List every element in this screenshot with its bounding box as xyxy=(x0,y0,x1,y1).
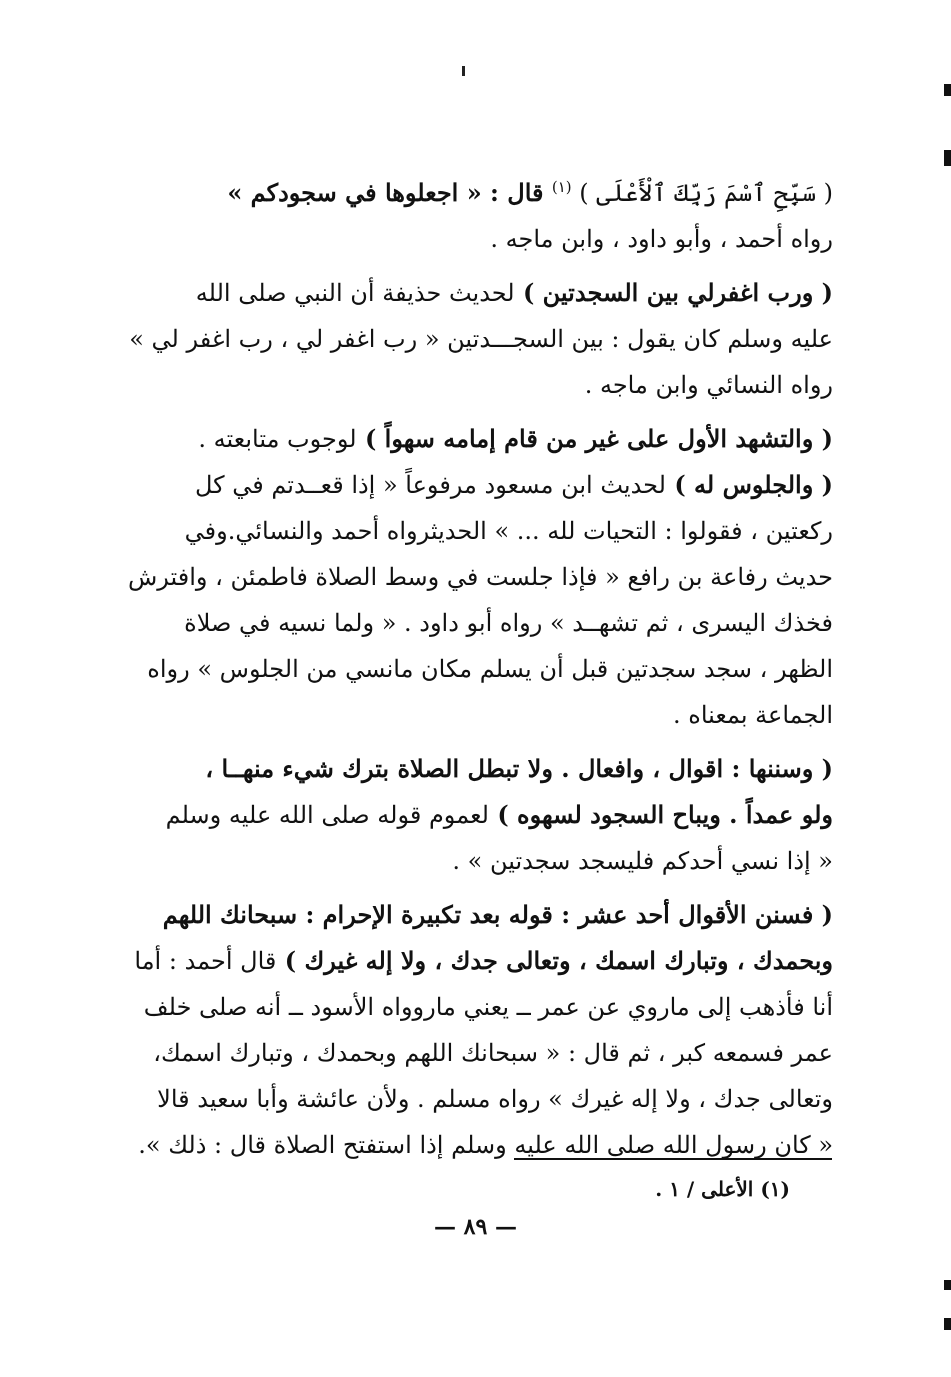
scan-speck xyxy=(462,66,465,76)
text-line xyxy=(165,792,833,838)
text-line xyxy=(153,1030,833,1076)
text-line xyxy=(184,508,833,554)
text-run: رواه أحمد ، وأبو داود ، وابن ماجه . xyxy=(490,225,833,253)
text-run: حديث رفاعة بن رافع « فإذا جلست في وسط الصلاة فاطمئن ، وافترش xyxy=(128,563,833,591)
text-line xyxy=(190,746,833,792)
text-line xyxy=(143,984,833,1030)
text-line xyxy=(190,216,833,262)
text-line xyxy=(184,600,833,646)
text-line xyxy=(134,938,833,984)
text-line xyxy=(190,692,833,738)
text-run: عمر فسمعه كبر ، ثم قال : « سبحانك اللهم وبحمدك ، وتبارك اسمك، xyxy=(153,1039,833,1067)
text-line xyxy=(190,270,833,316)
scan-edge-mark xyxy=(944,1318,951,1330)
page-number: — ٨٩ — xyxy=(434,1214,517,1240)
bold-text-run: ( فسنن الأقوال أحد عشر : قوله بعد تكبيرة الإحرام : سبحانك اللهم xyxy=(162,900,833,929)
bold-text-run: ( والتشهد الأول على غير من قام إمامه سهواً ) xyxy=(356,424,833,453)
bold-text-run: قال : « اجعلوها في سجودكم » xyxy=(227,178,552,207)
paragraph-gap xyxy=(190,738,833,746)
paragraph-gap xyxy=(190,262,833,270)
bold-text-run: ( والجلوس له ) xyxy=(665,470,833,499)
scan-edge-mark xyxy=(944,1280,951,1290)
bold-text-run: ( وسننها : اقوال ، وافعال . ولا تبطل الصلاة بترك شيء منهــا ، xyxy=(205,754,833,783)
text-line xyxy=(147,646,833,692)
text-run: عليه وسلم كان يقول : بين السجـــدتين « رب اغفر لي ، رب اغفر لي » xyxy=(129,325,833,353)
text-run: الظهر ، سجد سجدتين قبل أن يسلم مكان مانسي من الجلوس » رواه xyxy=(147,655,833,683)
text-line xyxy=(157,1076,833,1122)
text-line xyxy=(128,554,833,600)
text-line xyxy=(190,170,833,216)
text-line xyxy=(190,838,833,884)
scan-edge-mark xyxy=(944,84,951,96)
text-run: لحديث ابن مسعود مرفوعاً « إذا قعــدتم في كل xyxy=(195,471,666,499)
footnote-reference: (١) xyxy=(551,178,572,196)
text-line xyxy=(162,892,833,938)
text-line xyxy=(190,362,833,408)
bold-text-run: وبحمدك ، وتبارك اسمك ، وتعالى جدك ، ولا إله غيرك ) xyxy=(276,946,833,975)
text-line xyxy=(138,1122,833,1168)
text-run: فخذك اليسرى ، ثم تشهــد » رواه أبو داود . « ولما نسيه في صلاة xyxy=(184,609,833,637)
bold-text-run: ولو عمداً . ويباح السجود لسهوه ) xyxy=(488,800,833,829)
text-line xyxy=(190,462,833,508)
footnote-divider xyxy=(514,1158,832,1160)
bold-text-run: ( ورب اغفرلي بين السجدتين ) xyxy=(514,278,833,307)
text-run: أنا فأذهب إلى ماروي عن عمر ــ يعني ماروواه الأسود ــ أنه صلى خلف xyxy=(143,993,833,1021)
text-line xyxy=(190,416,833,462)
text-run: ( سَبِّحِ ٱسْمَ رَبِّكَ ٱلْأَعْلَى ) xyxy=(571,179,833,207)
footnote: (١) الأعلى / ١ . xyxy=(655,1177,790,1201)
text-run: لحديث حذيفة أن النبي صلى الله xyxy=(195,279,515,307)
text-run: وتعالى جدك ، ولا إله غيرك » رواه مسلم . ولأن عائشة وأبا سعيد قالا xyxy=(157,1085,833,1113)
text-run: ركعتين ، فقولوا : التحيات لله ... » الحديثرواه أحمد والنسائي.وفي xyxy=(184,517,833,545)
paragraph-gap xyxy=(190,408,833,416)
text-run: لوجوب متابعته . xyxy=(198,425,357,453)
text-run: قال أحمد : أما xyxy=(134,947,277,975)
text-line xyxy=(129,316,833,362)
text-run: رواه النسائي وابن ماجه . xyxy=(584,371,833,399)
scan-edge-mark xyxy=(944,150,951,166)
text-run: الجماعة بمعناه . xyxy=(673,701,833,729)
text-run: « كان رسول الله صلى الله عليه وسلم إذا استفتح الصلاة قال : ذلك ». xyxy=(138,1131,833,1159)
main-text-block xyxy=(128,170,833,1168)
paragraph-gap xyxy=(190,884,833,892)
text-run: « إذا نسي أحدكم فليسجد سجدتين » . xyxy=(452,847,833,875)
text-run: لعموم قوله صلى الله عليه وسلم xyxy=(165,801,489,829)
